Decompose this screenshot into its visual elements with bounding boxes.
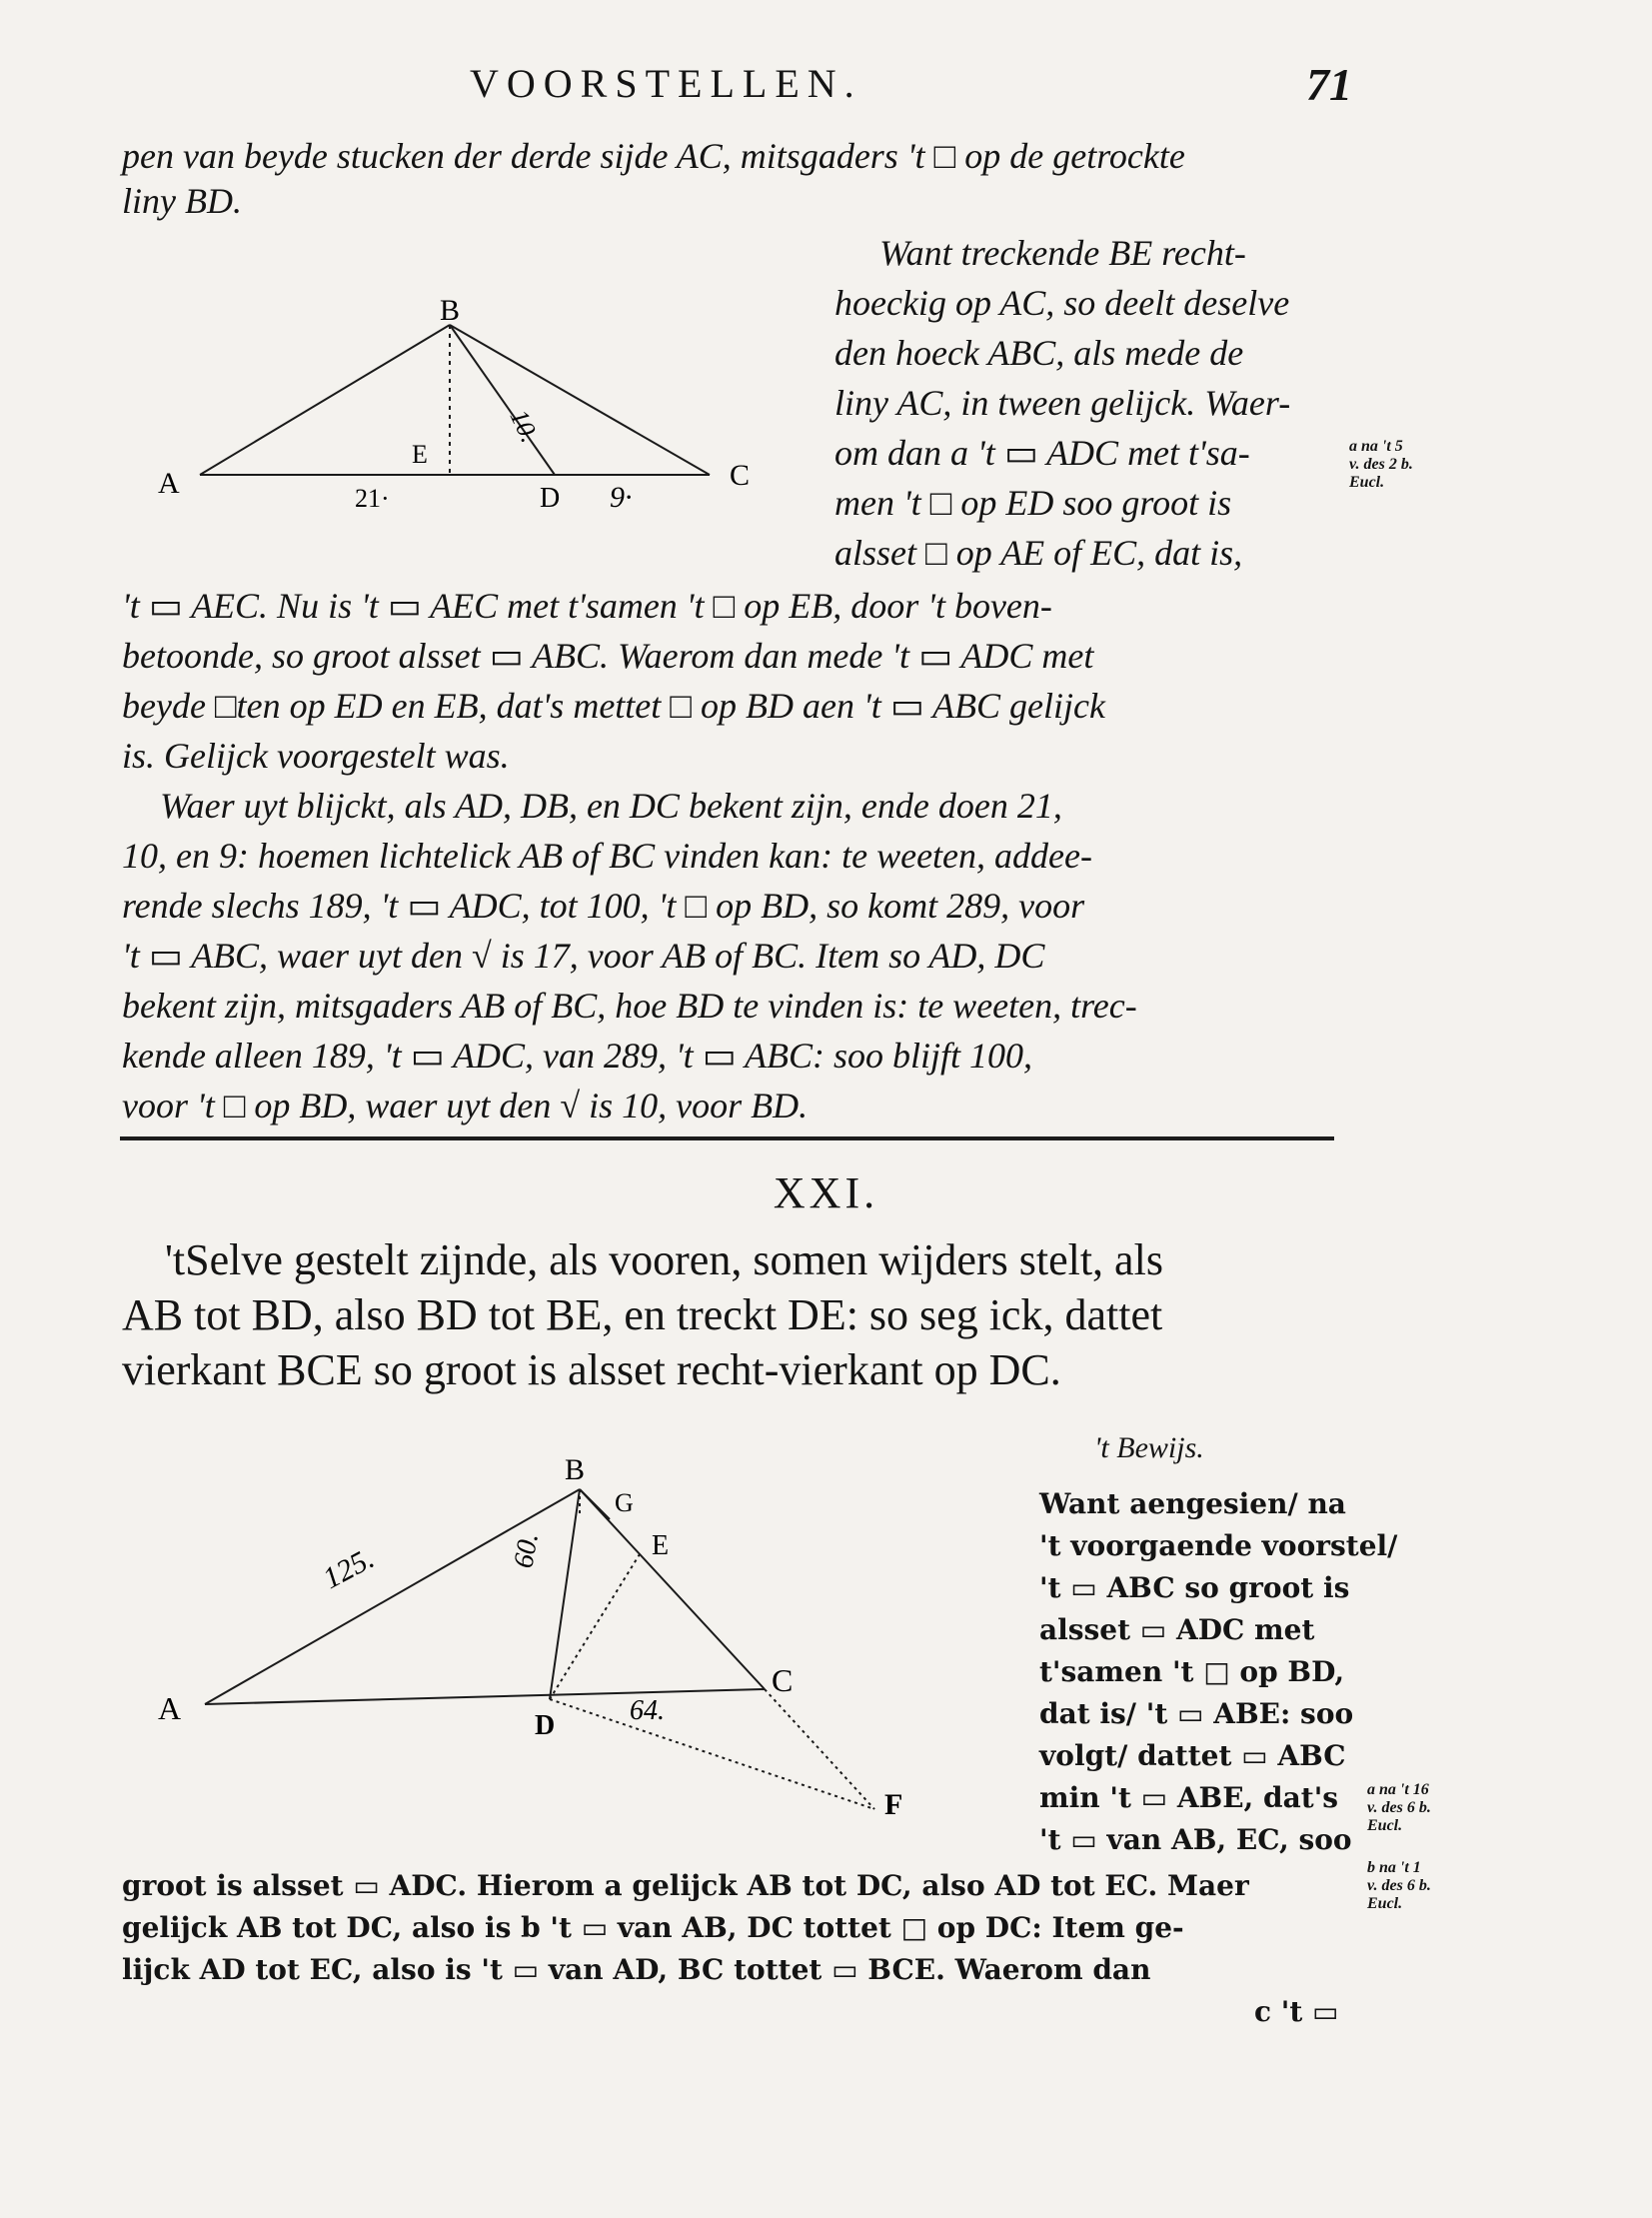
text-line: 't ▭ AEC. Nu is 't ▭ AEC met t'samen 't □ op EB, door 't boven- [122,586,1052,626]
statement-line: 'tSelve gestelt zijnde, als vooren, somen wijders stelt, als [165,1235,1163,1284]
text-line: is. Gelijck voorgestelt was. [122,736,510,776]
label-c: C [730,459,751,492]
margin-note: b na 't 1 v. des 6 b. Eucl. [1367,1859,1431,1912]
text-line: rende slechs 189, 't ▭ ADC, tot 100, 't □ op BD, so komt 289, voor [122,886,1085,926]
label-c-2: C [772,1662,794,1698]
text-line: den hoeck ABC, als mede de [834,333,1244,373]
text-line: beyde □ten op ED en EB, dat's mettet □ op BD aen 't ▭ ABC gelijck [122,686,1105,726]
label-g: G [615,1488,634,1517]
label-e: E [412,440,428,469]
text-line: 't ▭ ABC, waer uyt den √ is 17, voor AB of BC. Item so AD, DC [122,936,1045,976]
catchword: c 't ▭ [1254,1995,1339,2028]
proof-line: lijck AD tot EC, also is 't ▭ van AD, BC tottet ▭ BCE. Waerom dan [122,1953,1151,1986]
margin-note: a na 't 5 v. des 2 b. Eucl. [1349,438,1413,491]
text-line: hoeckig op AC, so deelt deselve [834,283,1290,323]
proof-title: 't Bewijs. [1094,1431,1204,1464]
line-df [550,1699,874,1809]
line-bd [450,325,555,475]
proof-line: 't ▭ van AB, EC, soo [1039,1823,1352,1856]
triangle-figure-2 [140,1429,959,1849]
proof-line: Want aengesien/ na [1039,1487,1346,1520]
label-b-2: B [565,1453,586,1486]
text-line: Waer uyt blijckt, als AD, DB, en DC bekent zijn, ende doen 21, [160,786,1062,826]
label-e-2: E [652,1530,670,1561]
proof-line: 't ▭ ABC so groot is [1039,1571,1350,1604]
text-line: betoonde, so groot alsset ▭ ABC. Waerom dan mede 't ▭ ADC met [122,636,1094,676]
line-bc [450,325,710,475]
page-number: 71 [1306,59,1352,110]
text-line: liny BD. [122,181,242,221]
proof-line: groot is alsset ▭ ADC. Hierom a gelijck AB tot DC, also AD tot EC. Maer [122,1869,1249,1902]
line-de [550,1554,640,1699]
label-d: D [540,483,561,510]
label-9: 9· [610,481,633,510]
label-60: 60. [508,1530,545,1571]
label-21: 21· [355,484,390,510]
proof-line: 't voorgaende voorstel/ [1039,1529,1398,1562]
label-f: F [884,1788,903,1821]
proof-line: alsset ▭ ADC met [1039,1613,1315,1646]
line-ac-2 [205,1689,765,1704]
text-line: om dan a 't ▭ ADC met t'sa- [834,433,1250,473]
label-10: 10. [504,405,545,447]
proof-line: gelijck AB tot DC, also is b 't ▭ van AB, DC tottet □ op DC: Item ge- [122,1911,1184,1944]
label-125: 125. [317,1541,380,1596]
proof-line: min 't ▭ ABE, dat's [1039,1781,1339,1814]
line-bd-2 [550,1489,580,1699]
text-line: 10, en 9: hoemen lichtelick AB of BC vinden kan: te weeten, addee- [122,836,1092,876]
margin-note: a na 't 16 v. des 6 b. Eucl. [1367,1781,1431,1834]
section-title: XXI. [773,1168,879,1217]
text-line: men 't □ op ED soo groot is [834,483,1232,523]
line-cf [765,1689,874,1809]
text-line: voor 't □ op BD, waer uyt den √ is 10, voor BD. [122,1086,809,1125]
label-d-2: D [535,1710,556,1741]
text-line: bekent zijn, mitsgaders AB of BC, hoe BD te vinden is: te weeten, trec- [122,986,1137,1026]
text-line: pen van beyde stucken der derde sijde AC, mitsgaders 't □ op de getrockte [122,136,1185,176]
text-line: kende alleen 189, 't ▭ ADC, van 289, 't ▭ ABC: soo blijft 100, [122,1036,1033,1076]
text-line: alsset □ op AE of EC, dat is, [834,533,1243,573]
statement-line: AB tot BD, also BD tot BE, en treckt DE: so seg ick, dattet [122,1290,1163,1339]
proof-line: volgt/ dattet ▭ ABC [1039,1739,1346,1772]
label-a: A [158,467,180,500]
line-ab-2 [205,1489,580,1704]
running-header: VOORSTELLEN. [470,61,862,106]
line-bg [580,1489,610,1519]
label-a-2: A [158,1690,182,1726]
line-bc-2 [580,1489,765,1689]
triangle-figure-1 [140,295,780,510]
label-b: B [440,295,461,327]
text-line: liny AC, in tween gelijck. Waer- [834,383,1291,423]
label-64: 64. [630,1695,665,1726]
text-line: Want treckende BE recht- [879,233,1246,273]
proof-line: t'samen 't □ op BD, [1039,1655,1345,1688]
section-divider [120,1136,1334,1140]
statement-line: vierkant BCE so groot is alsset recht-vierkant op DC. [122,1345,1061,1394]
proof-line: dat is/ 't ▭ ABE: soo [1039,1697,1354,1730]
